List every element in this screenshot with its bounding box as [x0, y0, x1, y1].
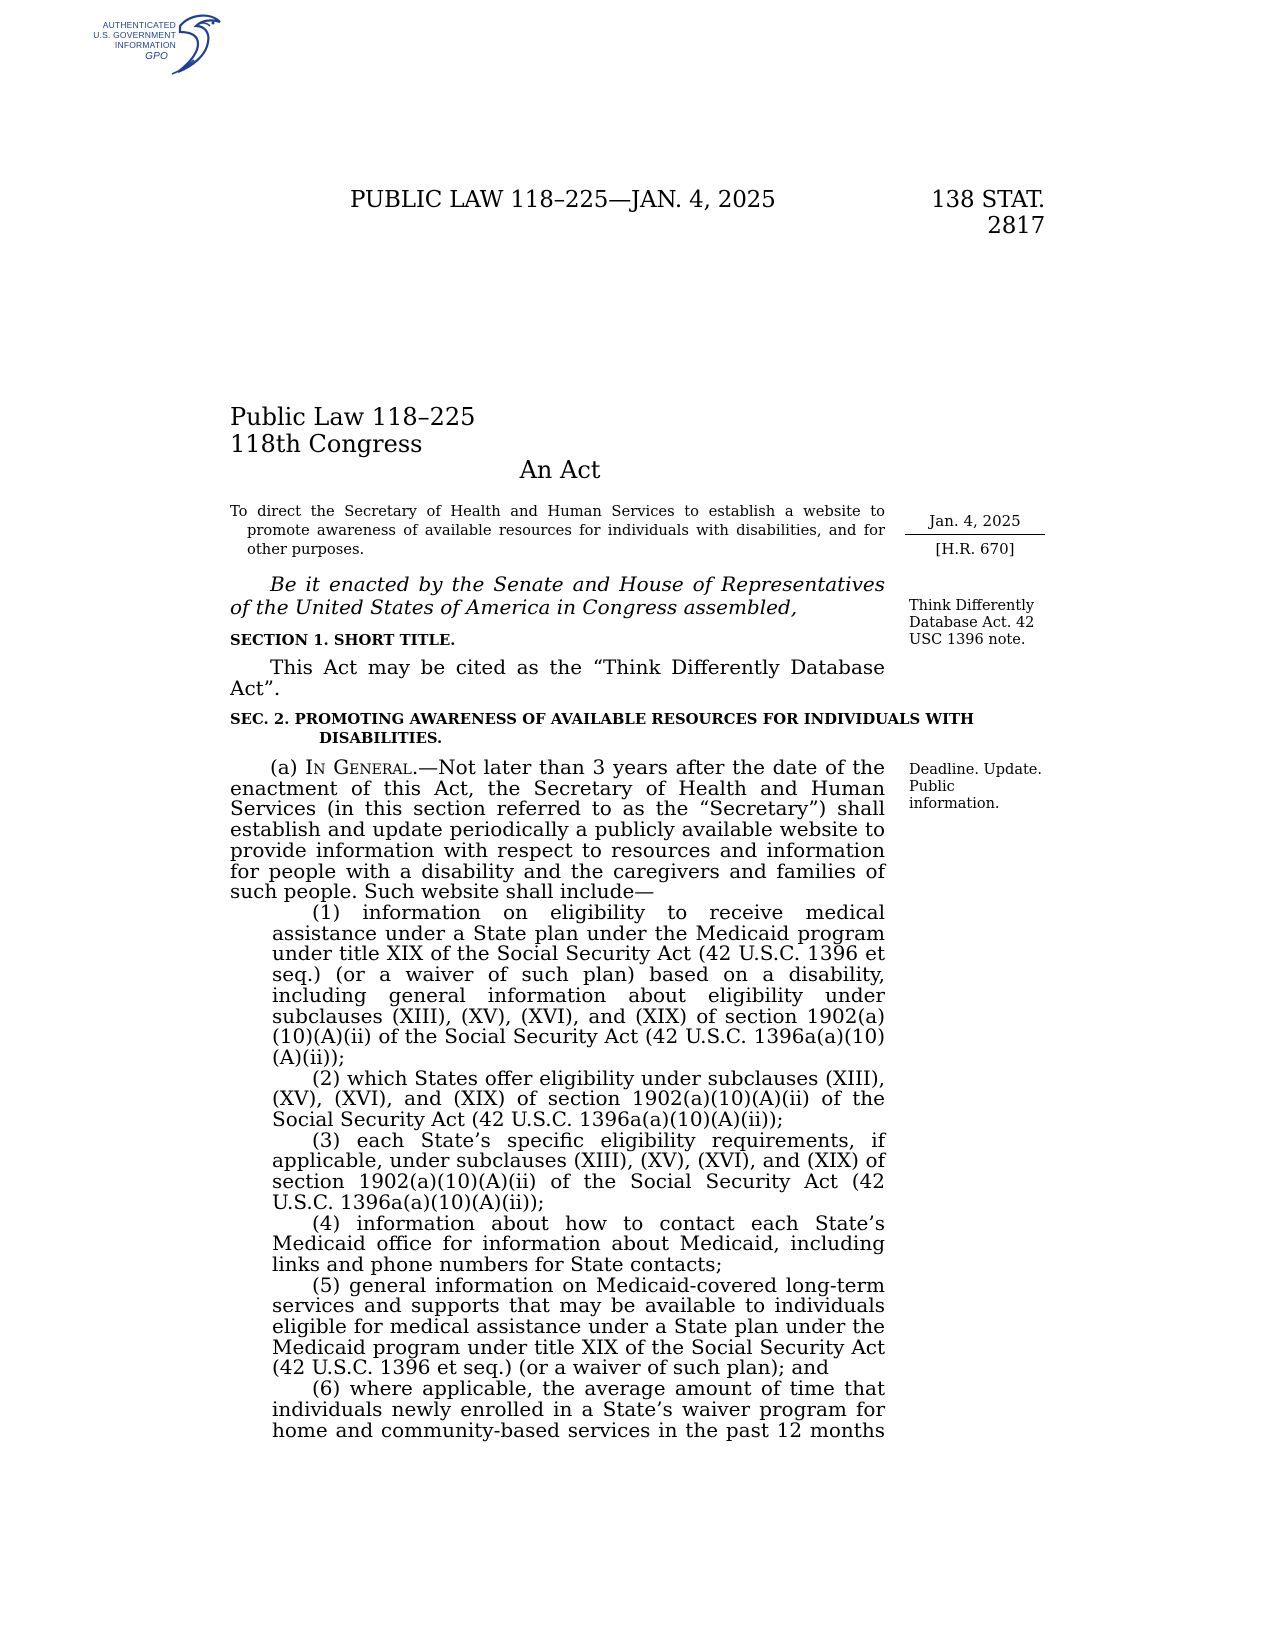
paragraph-6: (6) where applicable, the average amount of time that individuals newly enrolled in a State’s waiver program for home and community-based services in the past 12 months [272, 1376, 885, 1442]
act-heading: An Act [519, 456, 601, 484]
seal-text-gpo: GPO [145, 51, 168, 62]
seal-text-government: U.S. GOVERNMENT [93, 30, 176, 40]
margin-divider [905, 534, 1045, 535]
congress: 118th Congress [230, 430, 423, 458]
subsection-a-text: .—Not later than 3 years after the date of the enactment of this Act, the Secretary of Health and Human Services (in this section referred to as the “Secretary”) shall establish and update periodically a publicly available website to provide information with respect to resources and information for people with a disability and the caregivers and families of such people. Such website shall include— [230, 755, 886, 904]
enacting-clause: Be it enacted by the Senate and House of Representatives of the United States of America in Congress assembled, [230, 572, 885, 619]
purpose-rest: to promote awareness of available resources for individuals with disabilities, and for other purposes. [247, 503, 886, 558]
purpose-statement [230, 502, 885, 559]
paragraph-4: (4) information about how to contact each State’s Medicaid office for information about Medicaid, including links and phone numbers for State contacts; [272, 1210, 885, 1276]
margin-note-short-title: Think Differently Database Act. 42 USC 1396 note. [909, 598, 1035, 648]
paragraph-1: (1) information on eligibility to receive medical assistance under a State plan under the Medicaid program under title XIX of the Social Security Act (42 U.S.C. 1396 et seq.) (or a waiver of such plan) based on a disability, including general information about eligibility under subclauses (XIII), (XV), (XVI), and (XIX) of section 1902(a)(10)(A)(ii) of the Social Security Act (42 U.S.C. 1396a(a)(10)(A)(ii)); [272, 900, 885, 1069]
section-2-heading: SEC. 2. PROMOTING AWARENESS OF AVAILABLE RESOURCES FOR INDIVIDUALS WITH DISABILITIES. [230, 711, 974, 747]
seal-text-authenticated: AUTHENTICATED [102, 20, 176, 30]
subsection-a [230, 757, 885, 902]
paragraph-2: (2) which States offer eligibility under subclauses (XIII), (XV), (XVI), and (XIX) of section 1902(a)(10)(A)(ii) of the Social Security Act (42 U.S.C. 1396a(a)(10)(A)(ii)); [272, 1065, 885, 1132]
paragraph-5: (5) general information on Medicaid-covered long-term services and supports that may be available to individuals eligible for medical assistance under a State plan under the Medicaid program under title XIX of the Social Security Act (42 U.S.C. 1396 et seq.) (or a waiver of such plan); and [272, 1272, 885, 1380]
gpo-authentication-seal [88, 8, 228, 78]
paragraph-list [272, 902, 885, 1440]
seal-text-information: INFORMATION [114, 40, 176, 50]
running-head-citation: PUBLIC LAW 118–225—JAN. 4, 2025 [350, 187, 776, 213]
subsection-a-heading: In General [305, 755, 412, 779]
eagle-icon [166, 8, 228, 78]
purpose-text [230, 502, 885, 559]
section-1-heading: SECTION 1. SHORT TITLE. [230, 632, 456, 649]
margin-bill-number: [H.R. 670] [935, 540, 1015, 558]
paragraph-3: (3) each State’s specific eligibility requirements, if applicable, under subclauses (XIII), (XV), (XVI), and (XIX) of section 1902(a)(10)(A)(ii) of the Social Security Act (42 U.S.C. 1396a(a)(10)(A)(ii)); [272, 1127, 885, 1214]
purpose-first-line: To direct the Secretary of Health and Human Services to establish a website [230, 503, 861, 520]
section-1-text: This Act may be cited as the “Think Differently Database Act”. [230, 655, 885, 700]
margin-note-deadline: Deadline. Update. Public information. [909, 762, 1042, 812]
running-head-statute-page: 138 STAT. 2817 [931, 187, 1045, 239]
law-number: Public Law 118–225 [230, 403, 476, 431]
subsection-a-designator: (a) [270, 755, 298, 779]
margin-date: Jan. 4, 2025 [929, 512, 1021, 530]
